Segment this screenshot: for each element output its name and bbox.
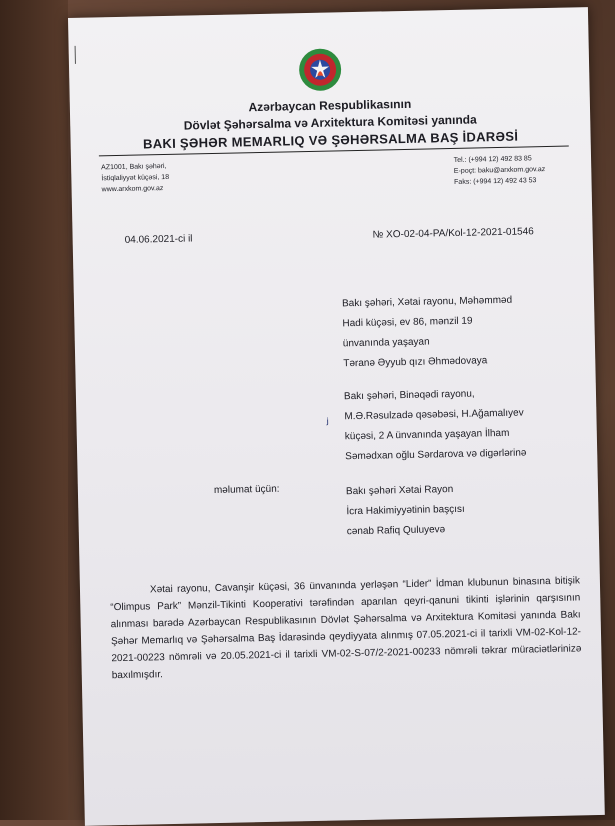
- body-paragraph: Xətai rayonu, Cavanşir küçəsi, 36 ünvanında yerləşən “Lider” İdman klubunun binasına bitişik “Olimpus Park” Mənzil-Tikinti Kooperativi tərəfindən aparılan qeyri-qanuni tikinti işlərinin qarşısının alınması barədə Azərbaycan Respublikasının Dövlət Şəhərsalma və Arxitektura Komitəsi yanında Bakı Şəhər Memarlıq və Şəhərsalma Baş İdarəsində qeydiyyata alınmış 07.05.2021-ci il tarixli VM-02-Kol-12-2021-00223 nömrəli və 20.05.2021-ci il tarixli VM-02-S-07/2-2021-00233 nömrəli təkrar müraciətlərinizə baxılmışdır.: [110, 575, 582, 682]
- info-line: İcra Hakimiyyətinin başçısı: [346, 503, 465, 518]
- recipient-line: Bakı şəhəri, Binəqədi rayonu,: [343, 388, 475, 403]
- pen-mark: [75, 46, 76, 64]
- reference-number: № XO-02-04-PA/Kol-12-2021-01546: [372, 226, 534, 241]
- recipient-line: Bakı şəhəri, Xətai rayonu, Məhəmməd: [341, 294, 513, 310]
- header-department: BAKI ŞƏHƏR MEMARLIQ VƏ ŞƏHƏRSALMA BAŞ İDARƏSİ: [142, 128, 519, 152]
- email: E-poçt: baku@arxkom.gov.az: [453, 166, 546, 175]
- fax: Faks: (+994 12) 492 43 53: [454, 177, 537, 186]
- phone: Tel.: (+994 12) 492 83 85: [453, 155, 532, 164]
- info-recipient: [346, 480, 466, 542]
- header-committee: Dövlət Şəhərsalma və Arxitektura Komitəsi yanında: [183, 112, 477, 133]
- recipient-line: ünvanında yaşayan: [342, 336, 430, 350]
- contact-info: [454, 153, 546, 188]
- recipient-block-2: [344, 384, 527, 468]
- header-country: Azərbaycan Respublikasının: [248, 96, 412, 115]
- recipient-name: Təranə Əyyub qızı Əhmədovaya: [343, 355, 488, 370]
- background-table: [0, 0, 68, 820]
- recipient-block-1: [342, 291, 514, 375]
- info-name: cənab Rafiq Quluyevə: [346, 524, 446, 538]
- recipient-line: M.Ə.Rəsulzadə qəsəbəsi, H.Ağamalıyev: [344, 407, 524, 423]
- recipient-line: küçəsi, 2 A ünvanında yaşayan İlham: [344, 427, 510, 443]
- website: www.arxkom.gov.az: [101, 185, 164, 194]
- address-line: İstiqlaliyyət küçəsi, 18: [101, 173, 170, 183]
- info-line: Bakı şəhəri Xətai Rayon: [345, 484, 454, 498]
- recipient-name: Səmədxan oğlu Sərdarova və digərlərinə: [345, 447, 527, 463]
- handwritten-tick: ⱼ: [326, 410, 330, 427]
- recipient-line: Hadi küçəsi, ev 86, mənzil 19: [342, 315, 473, 330]
- state-emblem-icon: [297, 46, 344, 93]
- info-label: məlumat üçün:: [213, 483, 280, 497]
- document-page: [68, 7, 605, 826]
- postal-address: [101, 161, 169, 195]
- document-date: 04.06.2021-ci il: [124, 233, 193, 246]
- address-line: AZ1001, Bakı şəhəri,: [101, 162, 167, 172]
